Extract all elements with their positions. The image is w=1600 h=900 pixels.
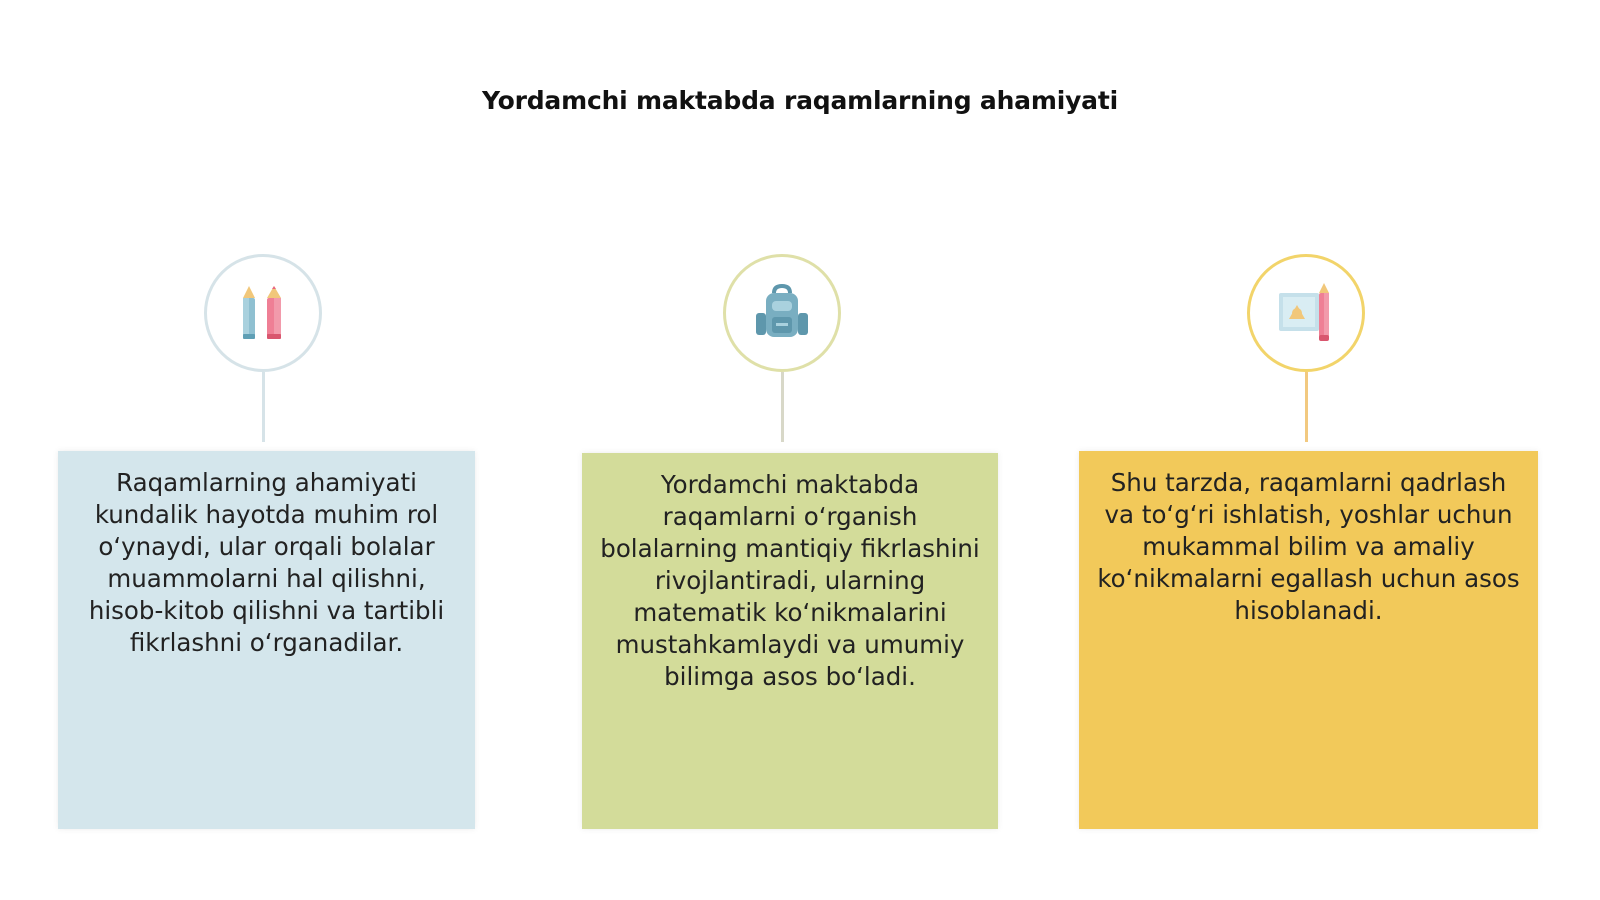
icon-circle-1	[204, 254, 322, 372]
icon-circle-2	[723, 254, 841, 372]
pencils-icon	[238, 284, 288, 342]
step-card-text-1: Raqamlarning ahamiyati kundalik hayotda muhim rol o‘ynaydi, ular orqali bolalar muammolarni hal qilishni, hisob-kitob qilishni va tartibli fikrlashni o‘rganadilar.	[88, 468, 445, 657]
step-card-2	[582, 453, 998, 829]
page-title: Yordamchi maktabda raqamlarning ahamiyati	[482, 86, 1118, 115]
step-card-3	[1079, 451, 1538, 829]
drawing-pencil-icon	[1275, 283, 1337, 343]
connector-line-1	[262, 372, 265, 442]
connector-line-2	[781, 372, 784, 442]
step-card-text-2: Yordamchi maktabda raqamlarni o‘rganish bolalarning mantiqiy fikrlashini rivojlantiradi, ularning matematik ko‘nikmalarini mustahkamlaydi va umumiy bilimga asos bo‘ladi.	[600, 470, 980, 691]
step-card-1	[58, 451, 475, 829]
step-card-text-3: Shu tarzda, raqamlarni qadrlash va to‘g‘ri ishlatish, yoshlar uchun mukammal bilim va amaliy ko‘nikmalarni egallash uchun asos hisoblanadi.	[1097, 468, 1520, 625]
connector-line-3	[1305, 372, 1308, 442]
icon-circle-3	[1247, 254, 1365, 372]
backpack-icon	[752, 283, 812, 343]
